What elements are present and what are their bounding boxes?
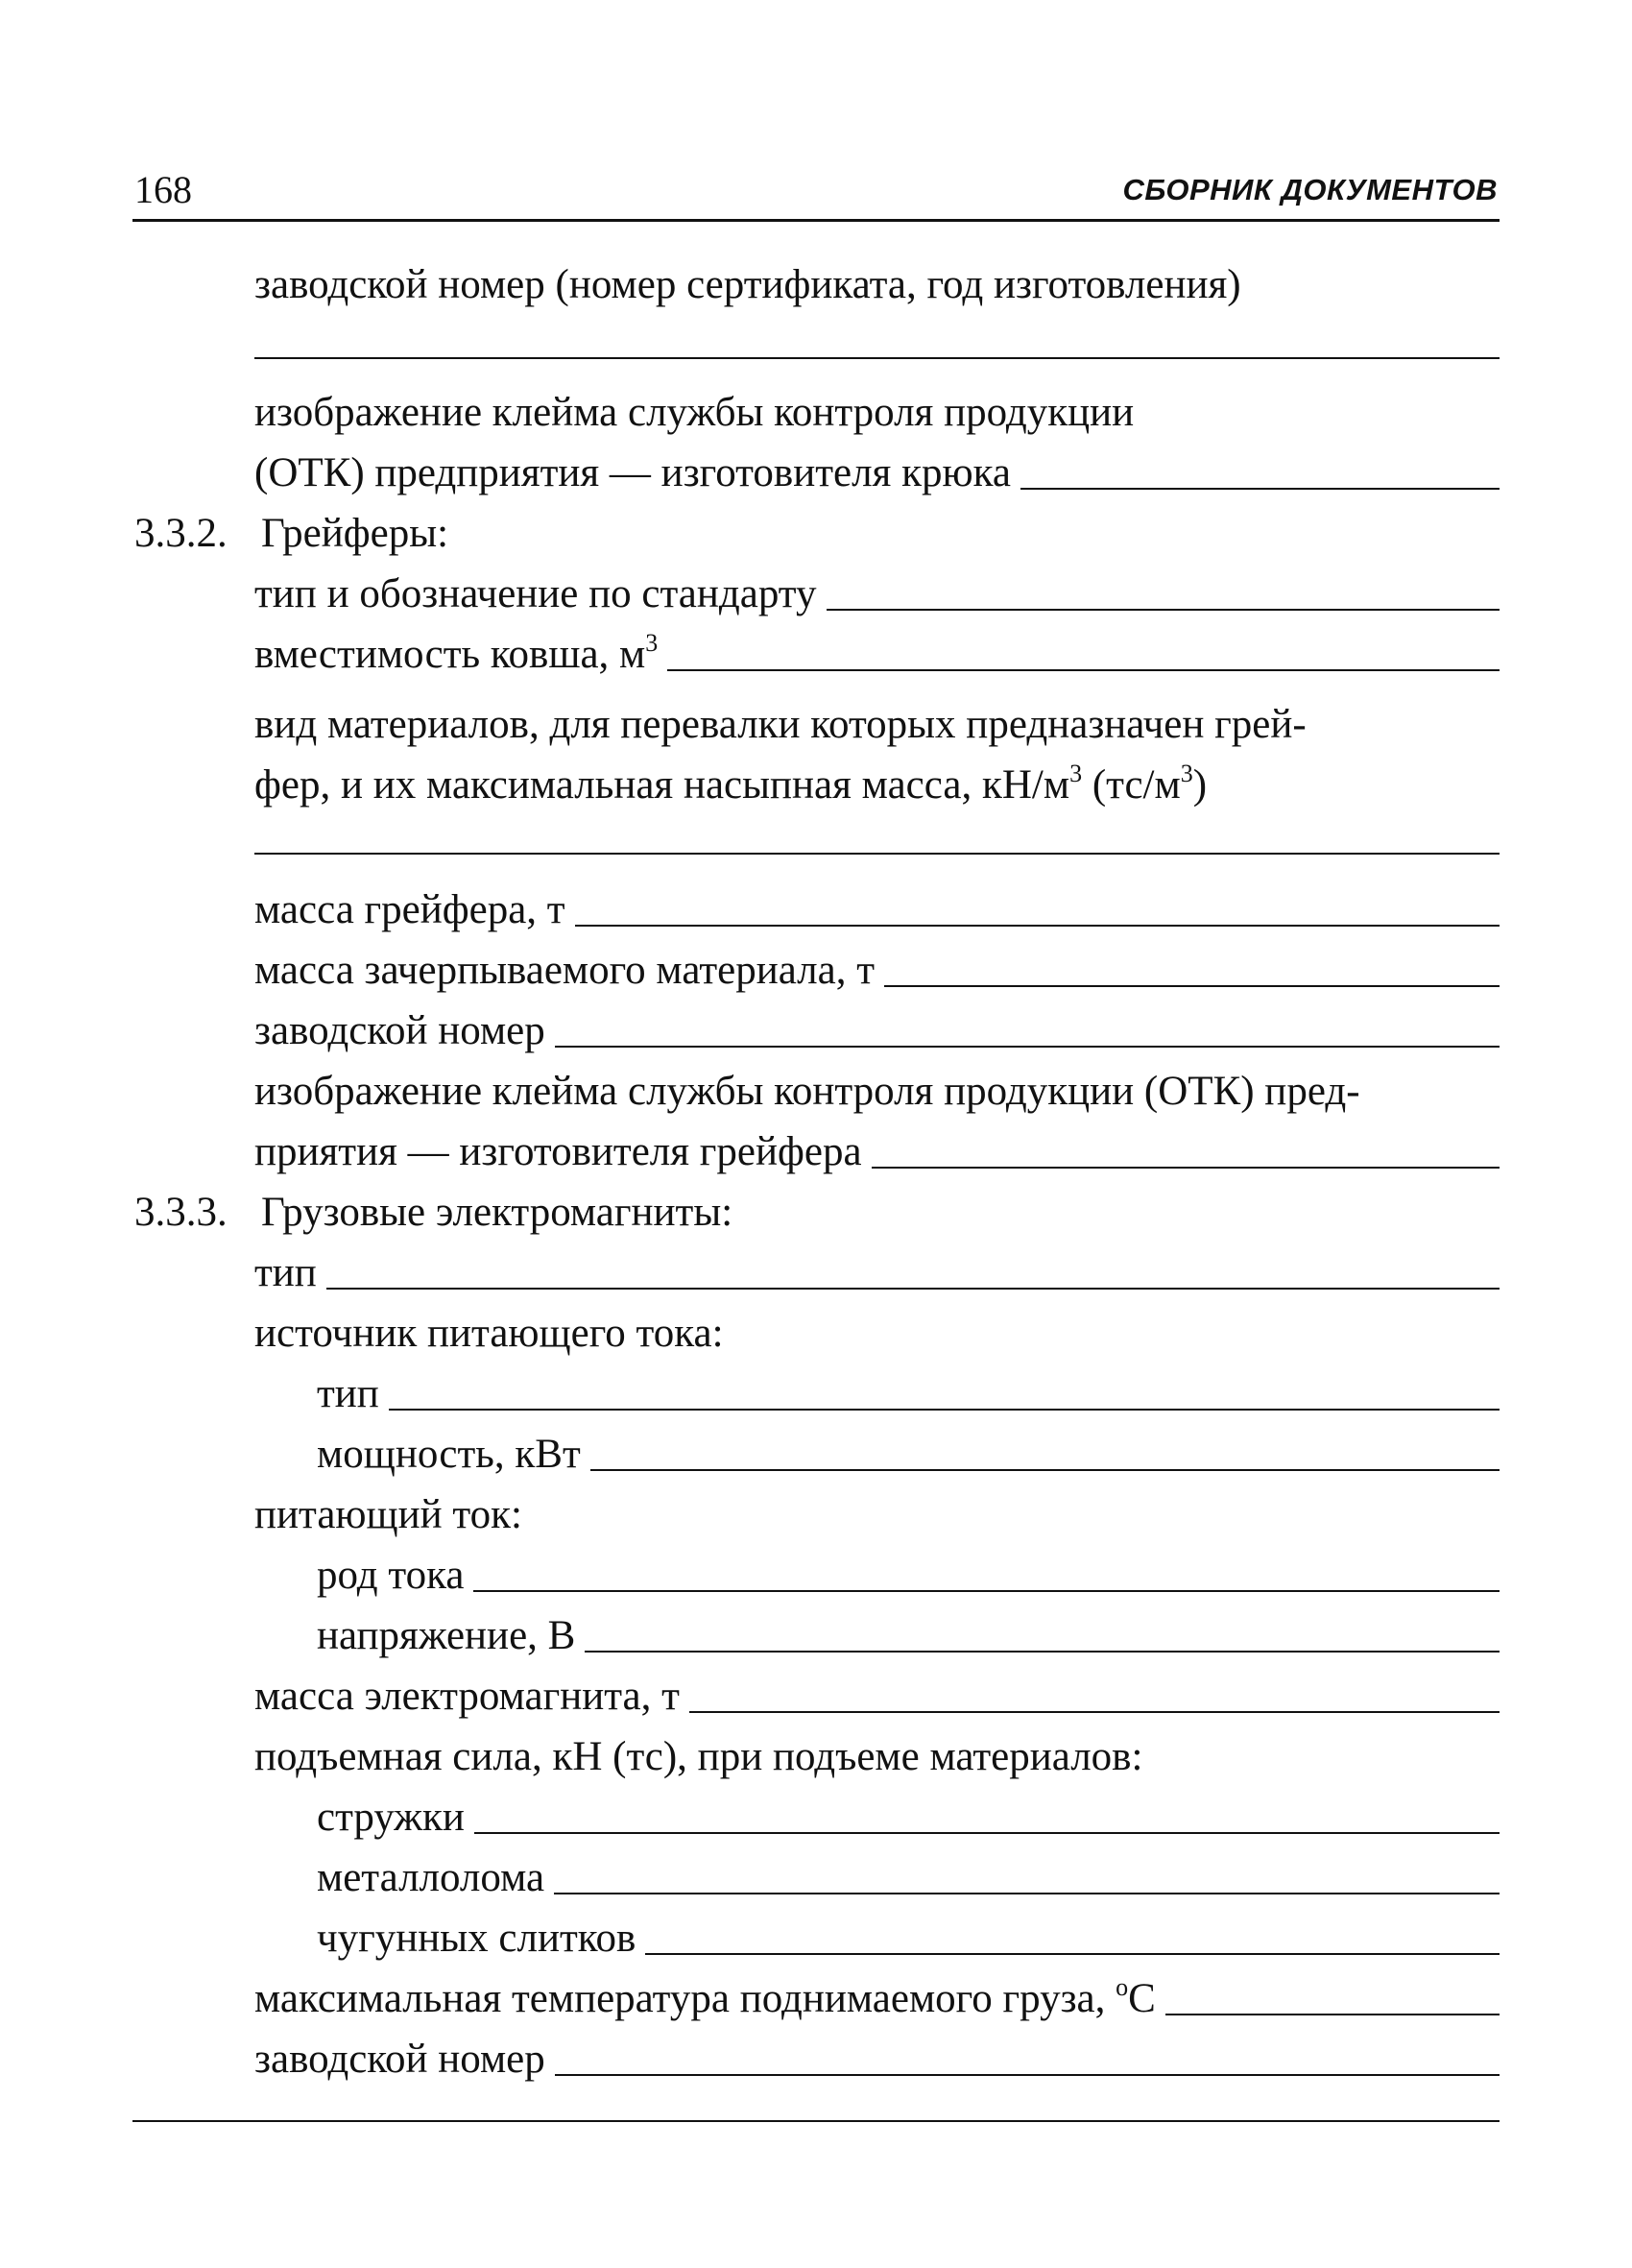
section-number: 3.3.2.: [134, 511, 228, 556]
form-label: источник питающего тока:: [254, 1311, 724, 1356]
form-label: тип: [254, 1250, 317, 1295]
form-label: тип: [317, 1371, 379, 1416]
blank-field-line: [555, 1046, 1500, 1048]
form-line-bucket-volume: [254, 621, 1500, 679]
form-line-grab-stamp-1: [254, 1058, 1500, 1116]
form-line-current-kind: [317, 1542, 1500, 1600]
form-line-serial-certificate: [254, 252, 1500, 309]
form-line-power-source: [254, 1300, 1500, 1358]
section-title: Грейферы:: [261, 511, 449, 556]
form-label: приятия — изготовителя грейфера: [254, 1129, 862, 1174]
form-label: подъемная сила, кН (тс), при подъеме материалов:: [254, 1734, 1143, 1779]
form-line-stamp-hook: [254, 440, 1500, 497]
form-line-grab-type: [254, 561, 1500, 618]
form-line-magnet-type: [254, 1240, 1500, 1297]
blank-field-line: [689, 1711, 1500, 1713]
form-label: вид материалов, для перевалки которых предназначен грей-: [254, 702, 1307, 747]
form-line-scooped-mass: [254, 937, 1500, 995]
blank-field-line: [1020, 488, 1500, 490]
header-rule: [132, 219, 1500, 222]
form-label: стружки: [317, 1795, 465, 1840]
blank-field-line: [326, 1288, 1500, 1290]
form-line-shavings: [317, 1784, 1500, 1842]
blank-field-line: [645, 1953, 1500, 1955]
form-line-max-temperature: [254, 1966, 1500, 2023]
form-label: мощность, кВт: [317, 1432, 581, 1477]
page-number: 168: [134, 168, 192, 211]
blank-field-line: [585, 1651, 1500, 1653]
form-label: фер, и их максимальная насыпная масса, $кН/м^3$ $(тс/м^3)$: [254, 759, 1208, 808]
form-label: масса электромагнита, т: [254, 1674, 680, 1719]
form-line-source-power: [317, 1421, 1500, 1479]
form-label: изображение клейма службы контроля продукции (ОТК) пред-: [254, 1069, 1360, 1114]
form-label: масса зачерпываемого материала, т: [254, 948, 876, 993]
blank-field-line: [254, 853, 1500, 855]
form-label: максимальная температура поднимаемого груза, $^о$С: [254, 1972, 1156, 2021]
blank-field-line: [555, 2074, 1500, 2076]
form-line-magnet-mass: [254, 1663, 1500, 1721]
section-heading-3-3-3: [134, 1179, 1500, 1237]
blank-field-line: [872, 1167, 1500, 1169]
form-line-magnet-serial: [254, 2026, 1500, 2084]
form-line-lifting-force: [254, 1724, 1500, 1781]
form-label: тип и обозначение по стандарту: [254, 571, 817, 616]
form-line-material-kind-1: [254, 691, 1500, 749]
form-line-grab-serial: [254, 998, 1500, 1055]
form-line-material-kind-2: [254, 752, 1500, 809]
blank-field-line: [389, 1409, 1500, 1411]
form-label: металлолома: [317, 1855, 545, 1900]
running-title: СБОРНИК ДОКУМЕНТОВ: [1122, 173, 1498, 206]
blank-field-line: [132, 2120, 1500, 2122]
form-line-cast-iron-ingots: [317, 1905, 1500, 1963]
form-label: заводской номер: [254, 2037, 545, 2082]
form-line-stamp-1: [254, 379, 1500, 437]
blank-field-line: [1165, 2014, 1500, 2015]
form-label: вместимость ковша, $м^3$: [254, 628, 659, 677]
blank-field-line: [474, 1832, 1500, 1834]
form-line-grab-mass: [254, 877, 1500, 934]
blank-field-line: [590, 1469, 1500, 1471]
form-label: чугунных слитков: [317, 1916, 636, 1961]
blank-field-line: [667, 669, 1500, 671]
form-line-grab-stamp-2: [254, 1119, 1500, 1176]
form-line-voltage: [317, 1603, 1500, 1660]
blank-field-line: [254, 357, 1500, 359]
form-label: (ОТК) предприятия — изготовителя крюка: [254, 450, 1011, 495]
form-line-source-type: [317, 1361, 1500, 1418]
form-label: заводской номер (номер сертификата, год изготовления): [254, 262, 1241, 307]
form-line-supply-current: [254, 1482, 1500, 1539]
blank-field-line: [554, 1893, 1500, 1894]
section-heading-3-3-2: [134, 500, 1500, 558]
form-label: заводской номер: [254, 1008, 545, 1053]
form-label: питающий ток:: [254, 1492, 522, 1537]
section-title: Грузовые электромагниты:: [261, 1190, 733, 1235]
form-label: масса грейфера, т: [254, 887, 565, 932]
blank-field-line: [827, 609, 1500, 611]
form-line-scrap-metal: [317, 1845, 1500, 1902]
form-label: род тока: [317, 1553, 465, 1598]
blank-field-line: [473, 1590, 1500, 1592]
form-label: напряжение, В: [317, 1613, 576, 1658]
blank-field-line: [884, 985, 1500, 987]
section-number: 3.3.3.: [134, 1190, 228, 1235]
blank-field-line: [575, 925, 1500, 927]
form-label: изображение клейма службы контроля продукции: [254, 390, 1135, 435]
